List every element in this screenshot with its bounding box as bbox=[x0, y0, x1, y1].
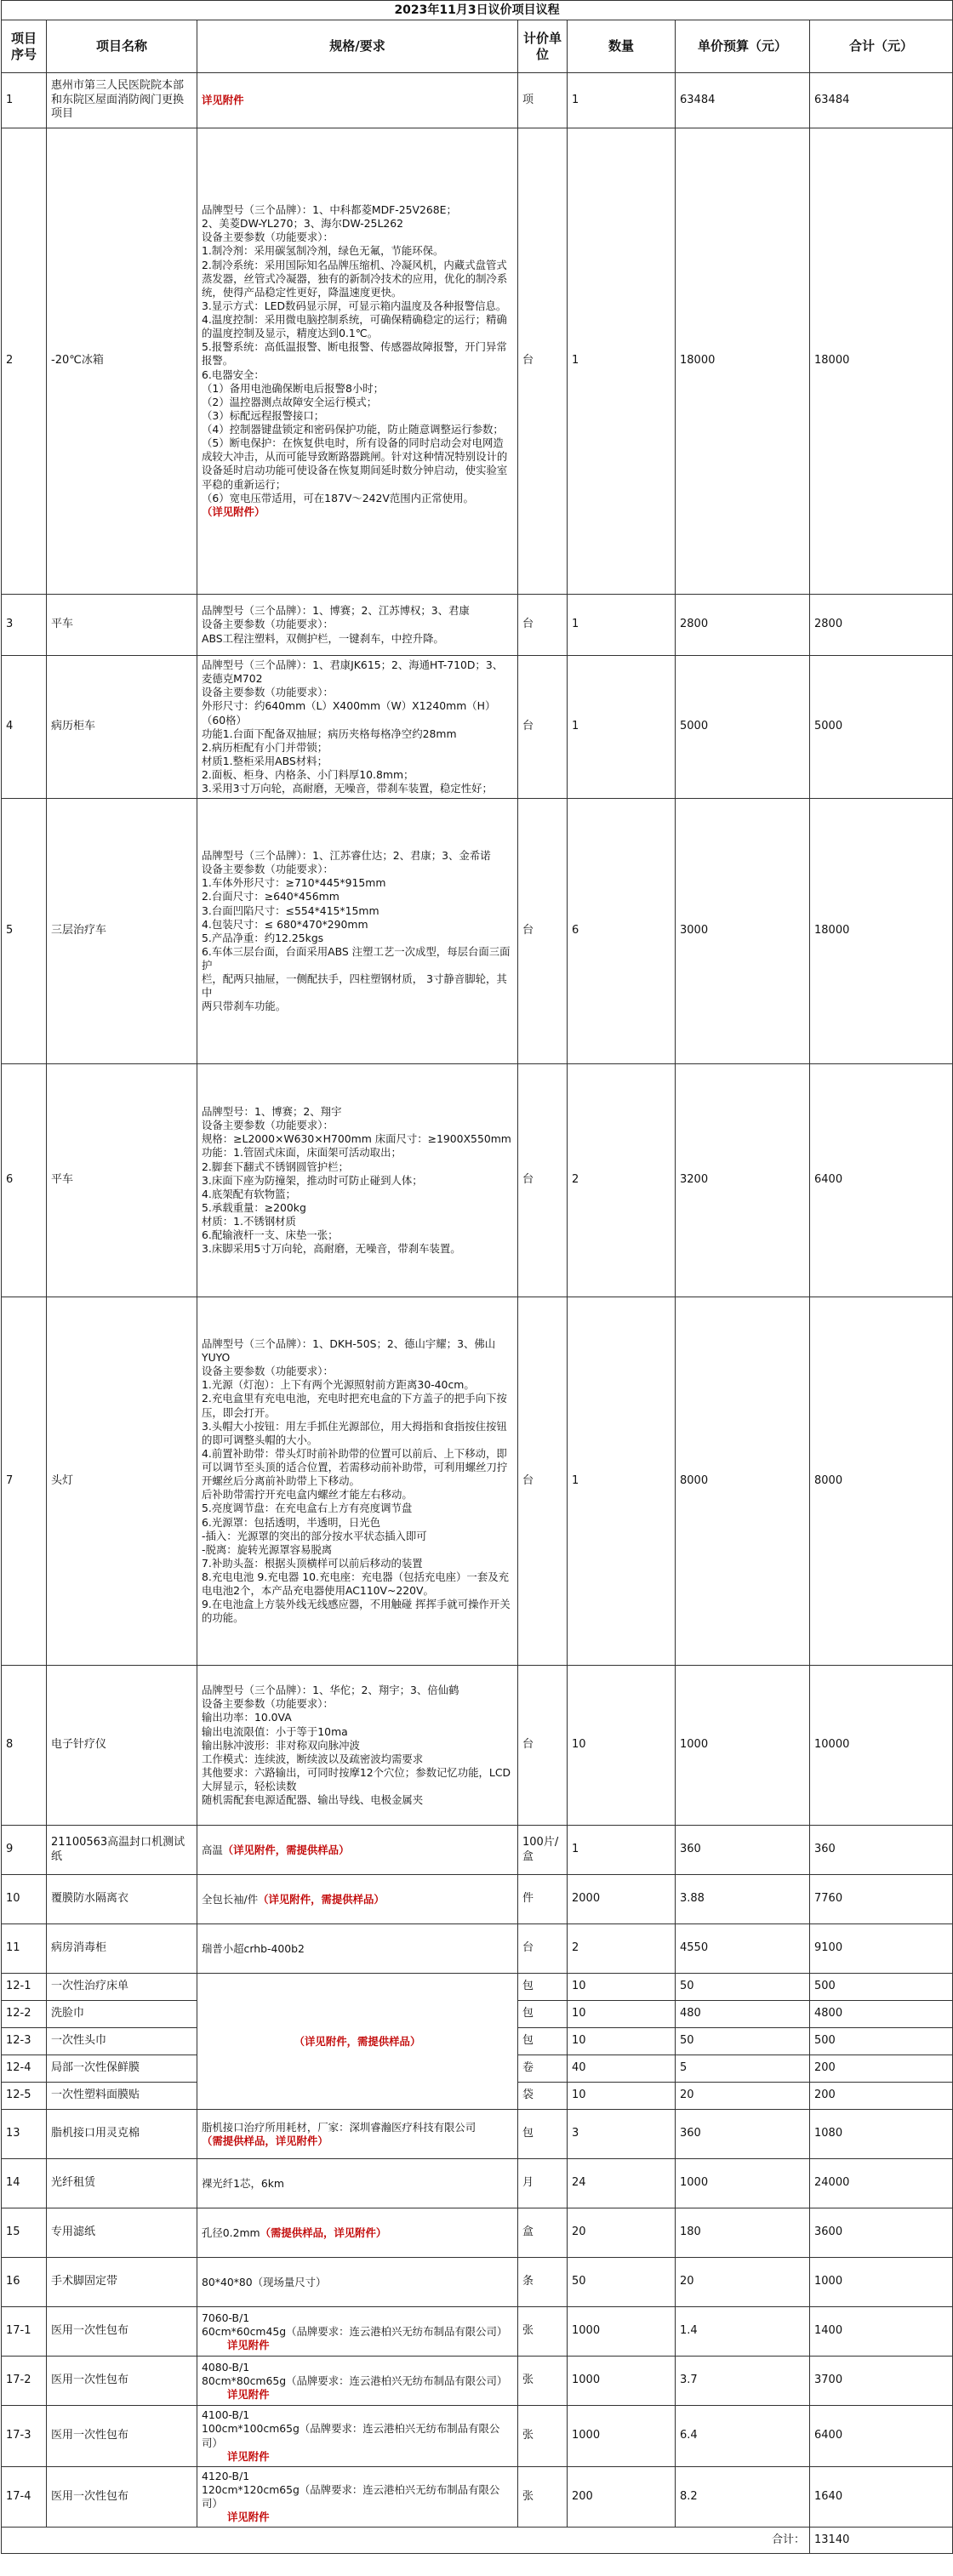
row-unit: 包 bbox=[518, 2110, 568, 2159]
row-unit: 张 bbox=[518, 2307, 568, 2357]
spec-line: 后补助带需拧开充电盒内螺丝才能左右移动。 bbox=[202, 1488, 413, 1502]
row-spec bbox=[197, 2357, 518, 2406]
row-name: 医用一次性包布 bbox=[47, 2406, 197, 2467]
spec-line: 80cm*80cm65g（品牌要求：连云港柏兴无纺布制品有限公司） bbox=[202, 2374, 508, 2387]
spec-line: 孔径0.2mm bbox=[202, 2226, 260, 2239]
row-name: 专用滤纸 bbox=[47, 2208, 197, 2258]
row-qty: 1 bbox=[568, 1297, 676, 1666]
row-name: 21100563高温封口机测试纸 bbox=[47, 1826, 197, 1875]
row-price: 480 bbox=[676, 2001, 810, 2028]
row-unit: 台 bbox=[518, 1297, 568, 1666]
spec-line: 2.制冷系统：采用国际知名品牌压缩机、冷凝风机，内藏式盘管式蒸发器，丝管式冷凝器，独有的新制冷技术的应用，优化的制冷系统，使得产品稳定性更好，降温速度更快。 bbox=[202, 258, 508, 299]
spec-attachment-note: 详见附件 bbox=[227, 2449, 270, 2463]
spec-line: 2.台面尺寸：≥640*456mm bbox=[202, 890, 340, 903]
row-total: 200 bbox=[810, 2055, 953, 2083]
row-qty: 10 bbox=[568, 2028, 676, 2055]
row-unit: 台 bbox=[518, 656, 568, 799]
spec-line: 规格：≥L2000×W630×H700mm 床面尺寸：≥1900X550mm bbox=[202, 1132, 511, 1146]
spec-line: 设备主要参数（功能要求）： bbox=[202, 1365, 334, 1378]
row-name: 医用一次性包布 bbox=[47, 2466, 197, 2528]
row-unit: 包 bbox=[518, 1974, 568, 2001]
row-qty: 20 bbox=[568, 2208, 676, 2258]
table-row bbox=[2, 73, 953, 128]
table-row bbox=[2, 2406, 953, 2467]
row-price: 6.4 bbox=[676, 2406, 810, 2467]
table-row bbox=[2, 656, 953, 799]
row-qty: 2 bbox=[568, 1924, 676, 1974]
spec-line: 80*40*80（现场量尺寸） bbox=[202, 2275, 327, 2288]
row-unit: 盒 bbox=[518, 2208, 568, 2258]
spec-line: 120cm*120cm65g（品牌要求：连云港柏兴无纺布制品有限公司） bbox=[202, 2482, 500, 2510]
row-name: 医用一次性包布 bbox=[47, 2307, 197, 2357]
footer-blank bbox=[2, 2528, 676, 2554]
spec-line: 品牌型号（三个品牌）：1、DKH-50S；2、德山宇耀；3、佛山YUYO bbox=[202, 1336, 496, 1365]
row-price: 360 bbox=[676, 2110, 810, 2159]
row-number: 2 bbox=[2, 128, 47, 595]
spec-line: 2.充电盒里有充电电池，充电时把充电盒的下方盖子的把手向下按压，即会打开。 bbox=[202, 1392, 507, 1419]
row-spec bbox=[197, 2159, 518, 2208]
row-name: 脂机接口用灵克棉 bbox=[47, 2110, 197, 2159]
spec-line: 裸光纤1芯，6km bbox=[202, 2176, 284, 2190]
spec-line: 5.亮度调节盘：在充电盒右上方有亮度调节盘 bbox=[202, 1502, 413, 1515]
spec-line: ABS工程注塑料，双侧护栏，一键刹车，中控升降。 bbox=[202, 631, 444, 645]
row-qty: 10 bbox=[568, 1666, 676, 1826]
row-total: 1400 bbox=[810, 2307, 953, 2357]
row-total: 24000 bbox=[810, 2159, 953, 2208]
spec-line: 品牌型号（三个品牌）：1、江苏睿仕达；2、君康；3、金希诺 bbox=[202, 849, 491, 862]
spec-line: 输出脉冲波形：非对称双向脉冲波 bbox=[202, 1738, 360, 1752]
row-number: 1 bbox=[2, 73, 47, 128]
row-qty: 6 bbox=[568, 799, 676, 1064]
row-number: 5 bbox=[2, 799, 47, 1064]
row-price: 1000 bbox=[676, 1666, 810, 1826]
row-total: 1000 bbox=[810, 2258, 953, 2307]
row-price: 50 bbox=[676, 1974, 810, 2001]
spec-line: 3.头帽大小按钮：用左手抓住光源部位，用大拇指和食指按住按钮的即可调整头帽的大小。 bbox=[202, 1419, 507, 1446]
spec-line: 设备主要参数（功能要求）： bbox=[202, 231, 334, 244]
spec-line: 品牌型号：1、博赛；2、翔宇 bbox=[202, 1105, 342, 1119]
row-qty: 1 bbox=[568, 128, 676, 595]
row-name: 医用一次性包布 bbox=[47, 2357, 197, 2406]
row-number: 17-4 bbox=[2, 2466, 47, 2528]
row-unit: 月 bbox=[518, 2159, 568, 2208]
row-price: 1.4 bbox=[676, 2307, 810, 2357]
spec-line: 3.采用3寸万向轮，高耐磨，无噪音，带刹车装置，稳定性好； bbox=[202, 782, 493, 795]
footer-row bbox=[2, 2528, 953, 2554]
row-unit: 100片/盒 bbox=[518, 1826, 568, 1875]
row-name: 覆膜防水隔离衣 bbox=[47, 1875, 197, 1924]
row-price: 18000 bbox=[676, 128, 810, 595]
row-unit: 张 bbox=[518, 2466, 568, 2528]
row-unit: 包 bbox=[518, 2001, 568, 2028]
spec-line: 输出电流限值：小于等于10ma bbox=[202, 1724, 348, 1738]
row-qty: 1 bbox=[568, 73, 676, 128]
row-number: 13 bbox=[2, 2110, 47, 2159]
row-unit: 袋 bbox=[518, 2083, 568, 2110]
spec-line: 4.温度控制：采用微电脑控制系统，可确保精确稳定的运行；精确的温度控制及显示，精度达到0.1℃。 bbox=[202, 313, 507, 340]
row-qty: 10 bbox=[568, 1974, 676, 2001]
row-spec bbox=[197, 2406, 518, 2467]
row-unit: 件 bbox=[518, 1875, 568, 1924]
row-number: 17-1 bbox=[2, 2307, 47, 2357]
table-row bbox=[2, 2357, 953, 2406]
spec-line: 4.前置补助带：带头灯时前补助带的位置可以前后、上下移动，即可以调节至头顶的适合位置，若需移动前补助带，可利用螺丝刀拧开螺丝后分离前补助带上下移动。 bbox=[202, 1446, 508, 1488]
header-price: 单价预算（元） bbox=[676, 20, 810, 73]
spec-line: 功能1.台面下配备双抽屉；病历夹格每格净空约28mm bbox=[202, 727, 457, 740]
quote-table bbox=[1, 0, 953, 2554]
row-number: 11 bbox=[2, 1924, 47, 1974]
row-unit: 台 bbox=[518, 1666, 568, 1826]
row-number: 16 bbox=[2, 2258, 47, 2307]
row-spec bbox=[197, 1666, 518, 1826]
header-unit: 计价单位 bbox=[518, 20, 568, 73]
spec-line: 7.补助头盔：根据头顶横样可以前后移动的装置 bbox=[202, 1556, 423, 1570]
row-name: 三层治疗车 bbox=[47, 799, 197, 1064]
row-name: 手术脚固定带 bbox=[47, 2258, 197, 2307]
table-row bbox=[2, 799, 953, 1064]
table-row bbox=[2, 1064, 953, 1297]
table-row bbox=[2, 2110, 953, 2159]
row-spec bbox=[197, 1875, 518, 1924]
table-row bbox=[2, 2258, 953, 2307]
row-number: 12-3 bbox=[2, 2028, 47, 2055]
row-name: -20℃冰箱 bbox=[47, 128, 197, 595]
row-total: 5000 bbox=[810, 656, 953, 799]
row-qty: 2 bbox=[568, 1064, 676, 1297]
row-price: 3.88 bbox=[676, 1875, 810, 1924]
row-number: 12-2 bbox=[2, 2001, 47, 2028]
row-name: 局部一次性保鲜膜 bbox=[47, 2055, 197, 2083]
row-unit: 张 bbox=[518, 2406, 568, 2467]
table-row bbox=[2, 2307, 953, 2357]
row-spec bbox=[197, 73, 518, 128]
row-spec bbox=[197, 128, 518, 595]
spec-line: 外形尺寸：约640mm（L）X400mm（W）X1240mm（H）（60格） bbox=[202, 699, 496, 727]
table-row bbox=[2, 1875, 953, 1924]
spec-attachment-note: （需提供样品，详见附件） bbox=[260, 2226, 387, 2239]
row-spec bbox=[197, 2466, 518, 2528]
table-row bbox=[2, 1297, 953, 1666]
row-unit: 张 bbox=[518, 2357, 568, 2406]
spec-line: 5.报警系统：高低温报警、断电报警、传感器故障报警，开门异常报警。 bbox=[202, 340, 507, 368]
spec-line: 2.脚套下翻式不锈钢圆管护栏； bbox=[202, 1160, 349, 1173]
row-spec bbox=[197, 1064, 518, 1297]
row-qty: 3 bbox=[568, 2110, 676, 2159]
spec-line: （6）宽电压带适用，可在187V～242V范围内正常使用。 bbox=[202, 491, 474, 504]
spec-line: 全包长袖/件 bbox=[202, 1892, 259, 1906]
header-name: 项目名称 bbox=[47, 20, 197, 73]
spec-line: 8.充电电池 9.充电器 10.充电座：充电器（包括充电座）一套及充电电池2个，本产品充电器使用AC110V~220V。 bbox=[202, 1570, 509, 1598]
row-price: 63484 bbox=[676, 73, 810, 128]
spec-attachment-note: 详见附件 bbox=[202, 93, 244, 106]
table-row bbox=[2, 2159, 953, 2208]
spec-attachment-note: （详见附件，需提供样品） bbox=[258, 1892, 385, 1906]
row-spec bbox=[197, 2110, 518, 2159]
spec-line: 1.制冷剂：采用碳氢制冷剂，绿色无氟，节能环保。 bbox=[202, 244, 444, 258]
spec-attachment-note: 详见附件 bbox=[227, 2387, 270, 2401]
row-price: 4550 bbox=[676, 1924, 810, 1974]
row-spec-group bbox=[197, 1974, 518, 2110]
row-spec bbox=[197, 2208, 518, 2258]
spec-line: 脂机接口治疗所用耗材，厂家：深圳睿瀚医疗科技有限公司 bbox=[202, 2120, 476, 2134]
spec-line: 设备主要参数（功能要求）： bbox=[202, 1119, 334, 1132]
row-qty: 24 bbox=[568, 2159, 676, 2208]
row-name: 一次性头巾 bbox=[47, 2028, 197, 2055]
row-number: 4 bbox=[2, 656, 47, 799]
row-price: 3200 bbox=[676, 1064, 810, 1297]
row-qty: 1 bbox=[568, 595, 676, 656]
row-number: 6 bbox=[2, 1064, 47, 1297]
row-total: 8000 bbox=[810, 1297, 953, 1666]
row-total: 9100 bbox=[810, 1924, 953, 1974]
footer-total-value: 13140 bbox=[810, 2528, 953, 2554]
header-total: 合计（元） bbox=[810, 20, 953, 73]
row-name: 惠州市第三人民医院院本部和东院区屋面消防阀门更换项目 bbox=[47, 73, 197, 128]
spec-line: 品牌型号（三个品牌）：1、君康JK615；2、海通HT-710D；3、麦德克M702 bbox=[202, 658, 504, 686]
row-unit: 台 bbox=[518, 1064, 568, 1297]
footer-total-label: 合计： bbox=[676, 2528, 810, 2554]
row-spec bbox=[197, 1924, 518, 1974]
spec-line: 2、美菱DW-YL270；3、海尔DW-25L262 bbox=[202, 217, 403, 231]
row-number: 12-1 bbox=[2, 1974, 47, 2001]
row-name: 平车 bbox=[47, 595, 197, 656]
row-price: 3.7 bbox=[676, 2357, 810, 2406]
table-row bbox=[2, 1924, 953, 1974]
spec-line: 6.电器安全： bbox=[202, 368, 265, 381]
row-spec bbox=[197, 799, 518, 1064]
spec-line: 4.包装尺寸：≤ 680*470*290mm bbox=[202, 917, 368, 931]
spec-line: 6.光源罩：包括透明，半透明，日光色 bbox=[202, 1515, 381, 1529]
spec-attachment-note: （详见附件，需提供样品） bbox=[222, 1843, 350, 1856]
header-no: 项目序号 bbox=[2, 20, 47, 73]
row-total: 6400 bbox=[810, 2406, 953, 2467]
row-number: 17-2 bbox=[2, 2357, 47, 2406]
row-total: 18000 bbox=[810, 128, 953, 595]
row-price: 8.2 bbox=[676, 2466, 810, 2528]
row-name: 病房消毒柜 bbox=[47, 1924, 197, 1974]
page-title: 2023年11月3日议价项目议程 bbox=[2, 1, 953, 20]
spec-line: 5.承载重量：≥200kg bbox=[202, 1200, 306, 1214]
spec-attachment-note: 详见附件 bbox=[227, 2338, 270, 2351]
spec-line: 6.配输液杆一支、床垫一张； bbox=[202, 1228, 339, 1242]
row-price: 2800 bbox=[676, 595, 810, 656]
spec-attachment-note: 详见附件 bbox=[227, 2510, 270, 2524]
spec-line: 品牌型号（三个品牌）：1、博赛；2、江苏博权；3、君康 bbox=[202, 604, 470, 618]
spec-line: -插入：光源罩的突出的部分按水平状态插入即可 bbox=[202, 1529, 427, 1542]
spec-line: （1）备用电池确保断电后报警8小时； bbox=[202, 381, 385, 395]
spec-line: 设备主要参数（功能要求）： bbox=[202, 618, 334, 631]
row-qty: 200 bbox=[568, 2466, 676, 2528]
spec-line: （2）温控器测点故障安全运行模式； bbox=[202, 395, 378, 408]
spec-line: 两只带刹车功能。 bbox=[202, 1000, 287, 1013]
row-unit: 条 bbox=[518, 2258, 568, 2307]
row-total: 3600 bbox=[810, 2208, 953, 2258]
spec-line: 随机需配套电源适配器、输出导线、电极金属夹 bbox=[202, 1793, 424, 1807]
row-unit: 台 bbox=[518, 595, 568, 656]
spec-attachment-note: （需提供样品，详见附件） bbox=[202, 2134, 328, 2147]
row-total: 1080 bbox=[810, 2110, 953, 2159]
table-row bbox=[2, 128, 953, 595]
row-qty: 1 bbox=[568, 1826, 676, 1875]
row-spec bbox=[197, 2307, 518, 2357]
spec-line: 4.底架配有软物篮； bbox=[202, 1187, 296, 1200]
row-total: 10000 bbox=[810, 1666, 953, 1826]
row-total: 7760 bbox=[810, 1875, 953, 1924]
spec-line: 3.显示方式：LED数码显示屏，可显示箱内温度及各种报警信息。 bbox=[202, 299, 507, 312]
row-total: 500 bbox=[810, 2028, 953, 2055]
row-qty: 2000 bbox=[568, 1875, 676, 1924]
row-spec bbox=[197, 1826, 518, 1875]
spec-line: 60cm*60cm45g（品牌要求：连云港柏兴无纺布制品有限公司） bbox=[202, 2324, 508, 2338]
spec-line: 6.车体三层台面，台面采用ABS 注塑工艺一次成型，每层台面三面护 bbox=[202, 944, 511, 972]
row-name: 头灯 bbox=[47, 1297, 197, 1666]
spec-line: （3）标配远程报警接口； bbox=[202, 408, 325, 422]
spec-line: 9.在电池盒上方装外线无线感应器，不用触碰 挥挥手就可操作开关的功能。 bbox=[202, 1598, 511, 1625]
row-unit: 项 bbox=[518, 73, 568, 128]
spec-line: 7060-B/1 bbox=[202, 2311, 250, 2324]
spec-line: 材质1.整柜采用ABS材料； bbox=[202, 754, 328, 767]
row-price: 20 bbox=[676, 2083, 810, 2110]
row-number: 8 bbox=[2, 1666, 47, 1826]
row-price: 1000 bbox=[676, 2159, 810, 2208]
table-row bbox=[2, 2208, 953, 2258]
spec-line: 品牌型号（三个品牌）：1、华佗；2、翔宇；3、倍仙鹤 bbox=[202, 1684, 459, 1697]
spec-line: 其他要求：六路输出，可同时按摩12个穴位；参数记忆功能，LCD大屏显示，轻松读数 bbox=[202, 1765, 511, 1793]
spec-line: 设备主要参数（功能要求）： bbox=[202, 1697, 334, 1711]
spec-attachment-note: （详见附件，需提供样品） bbox=[294, 2034, 421, 2048]
row-unit: 台 bbox=[518, 128, 568, 595]
spec-line: 2.面板、柜身、内格条、小门料厚10.8mm； bbox=[202, 768, 414, 781]
row-spec bbox=[197, 656, 518, 799]
row-number: 14 bbox=[2, 2159, 47, 2208]
row-name: 病历柜车 bbox=[47, 656, 197, 799]
row-total: 2800 bbox=[810, 595, 953, 656]
row-total: 500 bbox=[810, 1974, 953, 2001]
row-total: 1640 bbox=[810, 2466, 953, 2528]
row-number: 17-3 bbox=[2, 2406, 47, 2467]
spec-line: 1.车体外形尺寸：≥710*445*915mm bbox=[202, 876, 386, 890]
spec-line: 材质：1.不锈钢材质 bbox=[202, 1215, 296, 1228]
spec-line: （5）断电保护：在恢复供电时，所有设备的同时启动会对电网造成较大冲击，从而可能导致断路器跳闸。针对这种情况特别设计的设备延时启动功能可使设备在恢复期间延时数分钟启动，使实验室平稳的重新运行； bbox=[202, 436, 508, 491]
row-unit: 台 bbox=[518, 799, 568, 1064]
row-qty: 10 bbox=[568, 2083, 676, 2110]
row-total: 18000 bbox=[810, 799, 953, 1064]
spec-line: 4100-B/1 bbox=[202, 2408, 250, 2422]
row-spec bbox=[197, 2258, 518, 2307]
spec-line: 3.床脚采用5寸万向轮，高耐磨，无噪音，带刹车装置。 bbox=[202, 1242, 461, 1256]
spec-attachment-note: （详见附件） bbox=[202, 504, 265, 518]
row-qty: 1000 bbox=[568, 2307, 676, 2357]
row-price: 360 bbox=[676, 1826, 810, 1875]
row-number: 15 bbox=[2, 2208, 47, 2258]
spec-line: 3.床面下座为防撞架，推动时可防止碰到人体； bbox=[202, 1173, 423, 1187]
spec-line: 2.病历柜配有小门并带锁； bbox=[202, 740, 328, 754]
row-spec bbox=[197, 1297, 518, 1666]
row-price: 3000 bbox=[676, 799, 810, 1064]
spec-line: 4120-B/1 bbox=[202, 2469, 250, 2482]
row-unit: 包 bbox=[518, 2028, 568, 2055]
row-spec bbox=[197, 595, 518, 656]
row-unit: 卷 bbox=[518, 2055, 568, 2083]
row-name: 洗脸巾 bbox=[47, 2001, 197, 2028]
row-total: 3700 bbox=[810, 2357, 953, 2406]
row-name: 平车 bbox=[47, 1064, 197, 1297]
row-number: 7 bbox=[2, 1297, 47, 1666]
spec-line: （4）控制器键盘锁定和密码保护功能，防止随意调整运行参数； bbox=[202, 423, 504, 436]
row-qty: 40 bbox=[568, 2055, 676, 2083]
spec-line: 品牌型号（三个品牌）：1、中科都菱MDF-25V268E； bbox=[202, 203, 457, 217]
row-qty: 1000 bbox=[568, 2406, 676, 2467]
spec-line: 栏，配两只抽屉，一侧配扶手，四柱塑钢材质， 3寸静音脚轮，其中 bbox=[202, 972, 507, 1000]
spec-line: 1.光源（灯泡）：上下有两个光源照射前方距离30-40cm。 bbox=[202, 1378, 475, 1392]
row-number: 3 bbox=[2, 595, 47, 656]
spec-line: 100cm*100cm65g（品牌要求：连云港柏兴无纺布制品有限公司） bbox=[202, 2422, 500, 2449]
row-total: 4800 bbox=[810, 2001, 953, 2028]
spec-line: 瑞普小超crhb-400b2 bbox=[202, 1941, 305, 1955]
row-total: 360 bbox=[810, 1826, 953, 1875]
row-unit: 台 bbox=[518, 1924, 568, 1974]
header-spec: 规格/要求 bbox=[197, 20, 518, 73]
table-row bbox=[2, 595, 953, 656]
row-price: 5 bbox=[676, 2055, 810, 2083]
row-qty: 1 bbox=[568, 656, 676, 799]
row-price: 180 bbox=[676, 2208, 810, 2258]
spec-line: 功能：1.管固式床面，床面架可活动取出； bbox=[202, 1146, 402, 1160]
row-number: 9 bbox=[2, 1826, 47, 1875]
spec-line: 设备主要参数（功能要求）： bbox=[202, 686, 334, 699]
row-name: 一次性治疗床单 bbox=[47, 1974, 197, 2001]
spec-line: 5.产品净重：约12.25kgs bbox=[202, 931, 324, 944]
spec-line: 3.台面凹陷尺寸：≤554*415*15mm bbox=[202, 903, 379, 917]
row-total: 200 bbox=[810, 2083, 953, 2110]
row-total: 63484 bbox=[810, 73, 953, 128]
row-total: 6400 bbox=[810, 1064, 953, 1297]
row-price: 5000 bbox=[676, 656, 810, 799]
spec-line: 工作模式：连续波，断续波以及疏密波均需要求 bbox=[202, 1752, 424, 1765]
spec-line: 输出功率：10.0VA bbox=[202, 1711, 292, 1724]
table-body bbox=[2, 73, 953, 2554]
row-price: 20 bbox=[676, 2258, 810, 2307]
table-row bbox=[2, 1826, 953, 1875]
table-row bbox=[2, 1666, 953, 1826]
row-qty: 10 bbox=[568, 2001, 676, 2028]
row-name: 一次性塑料面膜贴 bbox=[47, 2083, 197, 2110]
table-row bbox=[2, 1974, 953, 2001]
spec-line: 4080-B/1 bbox=[202, 2360, 250, 2374]
row-qty: 50 bbox=[568, 2258, 676, 2307]
row-number: 12-5 bbox=[2, 2083, 47, 2110]
spec-line: 高温 bbox=[202, 1843, 223, 1856]
row-number: 10 bbox=[2, 1875, 47, 1924]
spec-line: -脱离：旋转光源罩容易脱离 bbox=[202, 1542, 333, 1556]
row-number: 12-4 bbox=[2, 2055, 47, 2083]
row-name: 光纤租赁 bbox=[47, 2159, 197, 2208]
header-qty: 数量 bbox=[568, 20, 676, 73]
spec-line: 设备主要参数（功能要求）： bbox=[202, 863, 334, 876]
row-price: 8000 bbox=[676, 1297, 810, 1666]
row-qty: 1000 bbox=[568, 2357, 676, 2406]
row-price: 50 bbox=[676, 2028, 810, 2055]
table-row bbox=[2, 2466, 953, 2528]
row-name: 电子针疗仪 bbox=[47, 1666, 197, 1826]
